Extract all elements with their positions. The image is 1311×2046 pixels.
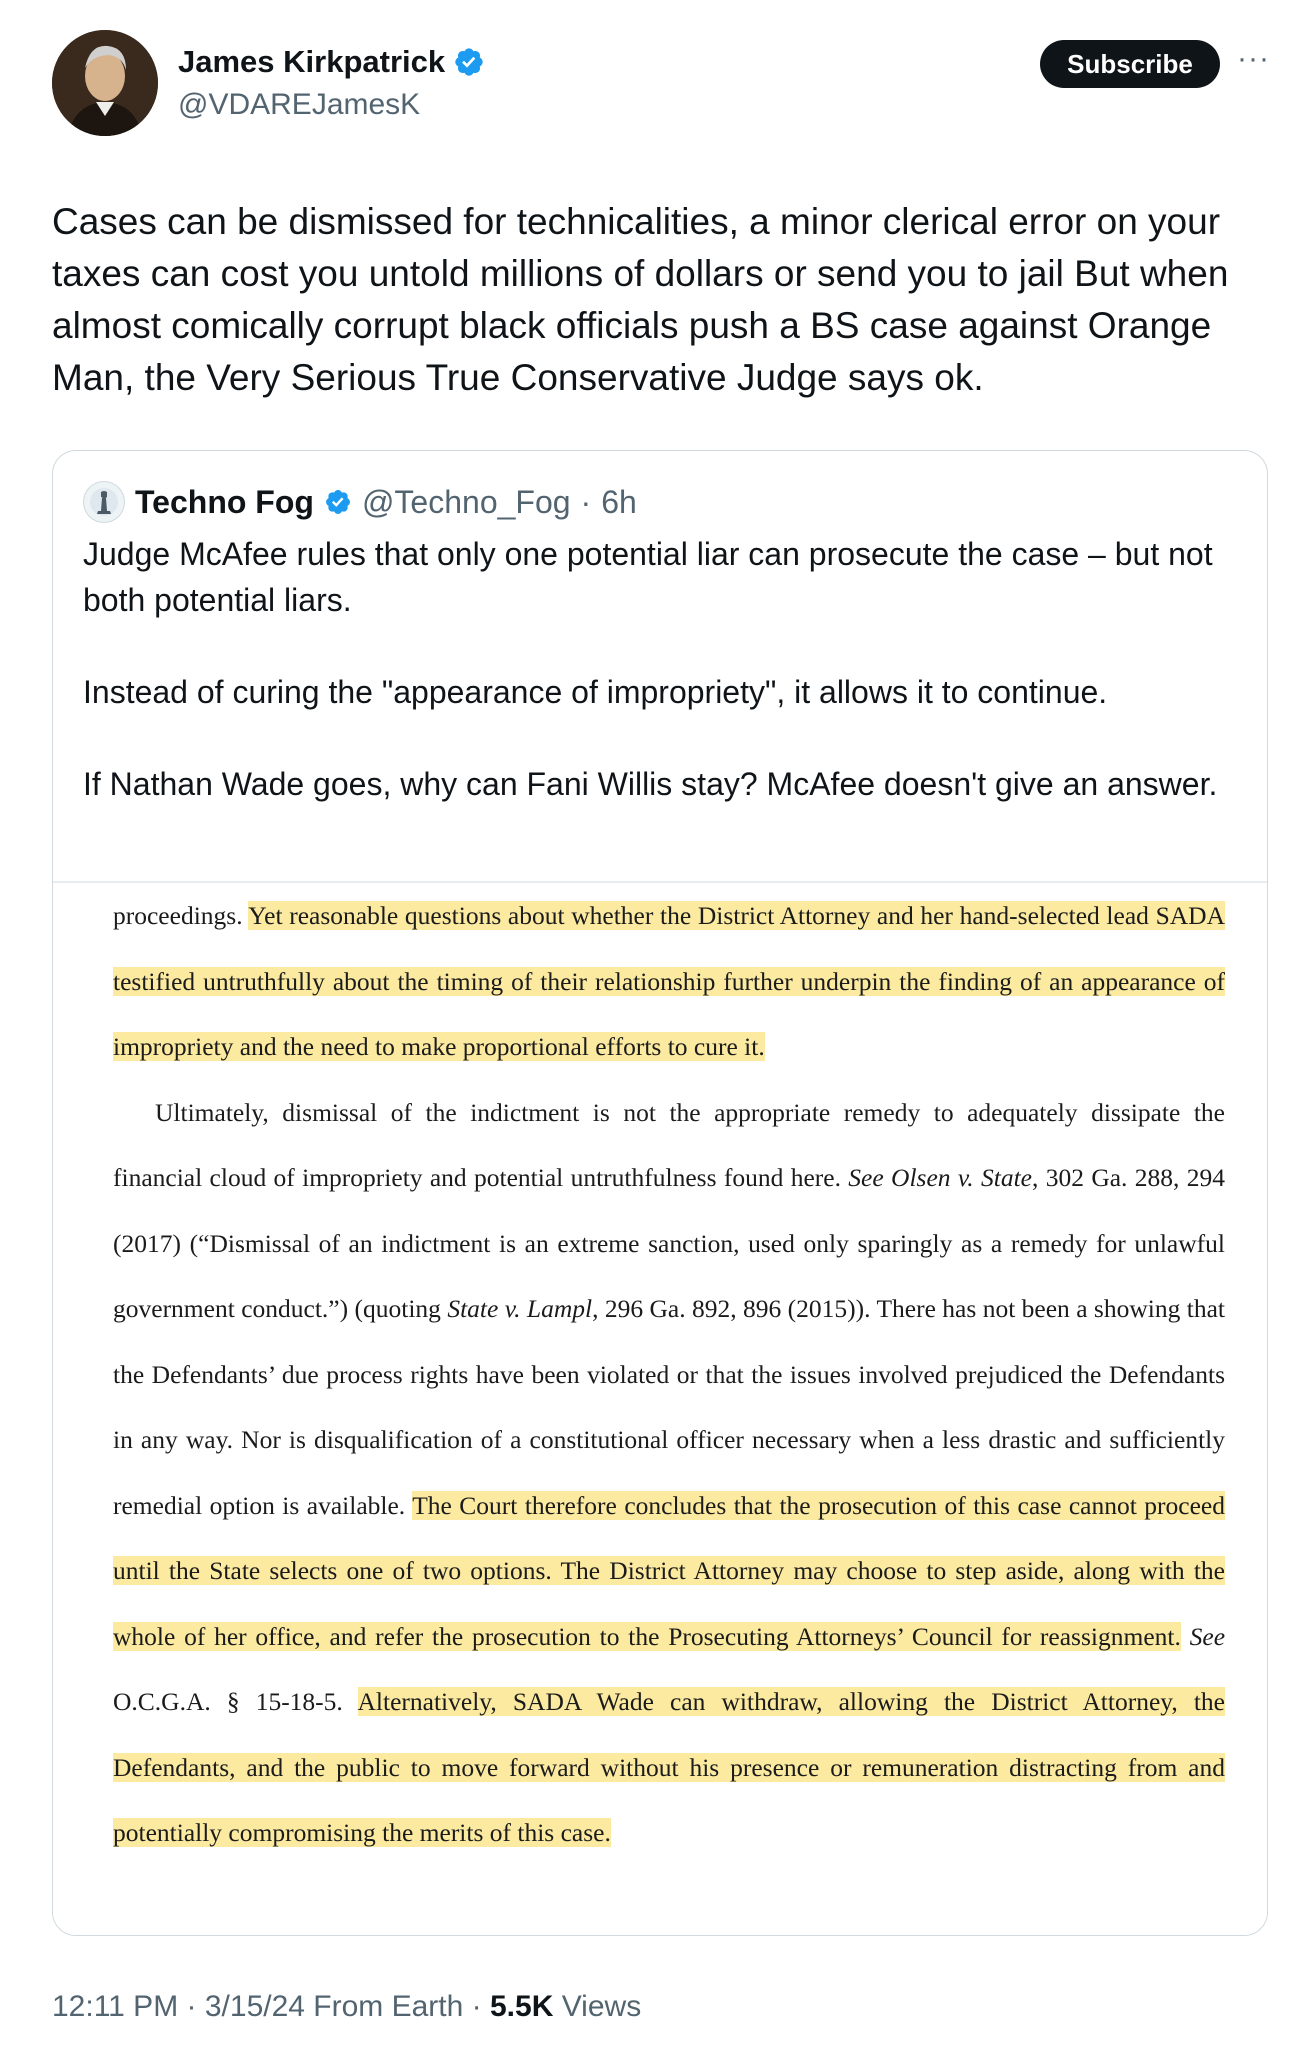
document-text-span: , 296 Ga. 892, 896 (2015)). There has not been a showing that the Defendants’ due process rights have been violated or that the issues involved prejudiced the Defendants in any way. Nor is disqualification of a constitutional officer necessary when a less drastic and sufficiently remedial option is available. xyxy=(113,1294,1225,1520)
quoted-author-handle[interactable]: @Techno_Fog xyxy=(361,483,571,520)
quoted-paragraph: Instead of curing the "appearance of impropriety", it allows it to continue. xyxy=(83,674,1108,710)
verified-badge-icon xyxy=(453,46,485,78)
court-document-text xyxy=(113,883,1225,1866)
quoted-tweet-text xyxy=(83,531,1223,807)
views-label: Views xyxy=(553,1990,642,2023)
quoted-paragraph: Judge McAfee rules that only one potential liar can prosecute the case – but not both potential liars. xyxy=(83,536,1213,618)
citation-italic: See xyxy=(1189,1621,1226,1651)
document-text-span: proceedings. xyxy=(113,901,249,930)
quoted-tweet-card[interactable] xyxy=(52,450,1268,1936)
court-document-image[interactable] xyxy=(53,883,1268,1936)
tweet-text: Cases can be dismissed for technicalities, a minor clerical error on your taxes can cost you untold millions of dollars or send you to jail But when almost comically corrupt black officials push a BS case against Orange Man, the Very Serious True Conservative Judge says ok. xyxy=(52,201,1229,398)
views-count: 5.5K xyxy=(490,1990,554,2023)
highlighted-text: Alternatively, SADA Wade can withdraw, allowing the District Attorney, the Defendants, and the public to move forward without his presence or remuneration distracting from and potentially compromising the merits of this case. xyxy=(113,1687,1225,1847)
citation-italic: State v. Lampl xyxy=(447,1294,593,1323)
quoted-paragraph: If Nathan Wade goes, why can Fani Willis stay? McAfee doesn't give an answer. xyxy=(83,766,1218,802)
document-text-span: O.C.G.A. § 15-18-5. xyxy=(113,1687,358,1716)
document-text-span: , 302 Ga. 288, 294 (2017) (“Dismissal of an indictment is an extreme sanction, used only sparingly as a remedy for unlawful government conduct.”) (quoting xyxy=(113,1163,1225,1323)
quoted-timestamp[interactable]: 6h xyxy=(601,483,637,520)
statue-avatar-icon xyxy=(89,487,119,517)
meta-separator: · xyxy=(178,1990,205,2023)
meta-separator: · xyxy=(463,1990,490,2023)
quoted-tweet-header xyxy=(83,481,637,523)
quoted-author-avatar[interactable] xyxy=(83,481,125,523)
author-name[interactable]: James Kirkpatrick xyxy=(178,44,446,79)
citation-italic: See Olsen v. State xyxy=(848,1163,1032,1192)
document-paragraph-2 xyxy=(113,1080,1225,1866)
verified-badge-icon xyxy=(324,488,352,516)
tweet-meta xyxy=(52,1990,641,2024)
tweet-date[interactable]: 3/15/24 xyxy=(204,1990,305,2023)
tweet-time[interactable]: 12:11 PM xyxy=(52,1990,179,2023)
document-text-span: Ultimately, dismissal of the indictment is not the appropriate remedy to adequately dissipate the financial cloud of impropriety and potential untruthfulness found here. xyxy=(113,1097,1225,1192)
document-text-span xyxy=(1181,1622,1190,1651)
author-name-row xyxy=(178,44,485,80)
document-paragraph-1 xyxy=(113,883,1225,1080)
author-handle[interactable]: @VDAREJamesK xyxy=(178,88,421,121)
quoted-author-name[interactable]: Techno Fog xyxy=(135,483,314,520)
dot-separator: · xyxy=(580,483,592,520)
tweet-source: From Earth xyxy=(304,1990,464,2023)
highlighted-text: Yet reasonable questions about whether the District Attorney and her hand-selected lead SADA testified untruthfully about the timing of their relationship further underpin the finding of an appearance of impropriety and the need to make proportional efforts to cure it. xyxy=(113,901,1225,1061)
author-avatar[interactable] xyxy=(52,30,158,136)
more-options-icon[interactable]: ··· xyxy=(1237,42,1270,75)
portrait-avatar-icon xyxy=(52,30,158,136)
subscribe-button[interactable]: Subscribe xyxy=(1040,40,1220,88)
highlighted-text: The Court therefore concludes that the prosecution of this case cannot proceed until the State selects one of two options. The District Attorney may choose to step aside, along with the whole of her office, and refer the prosecution to the Prosecuting Attorneys’ Council for reassignment. xyxy=(113,1490,1225,1651)
